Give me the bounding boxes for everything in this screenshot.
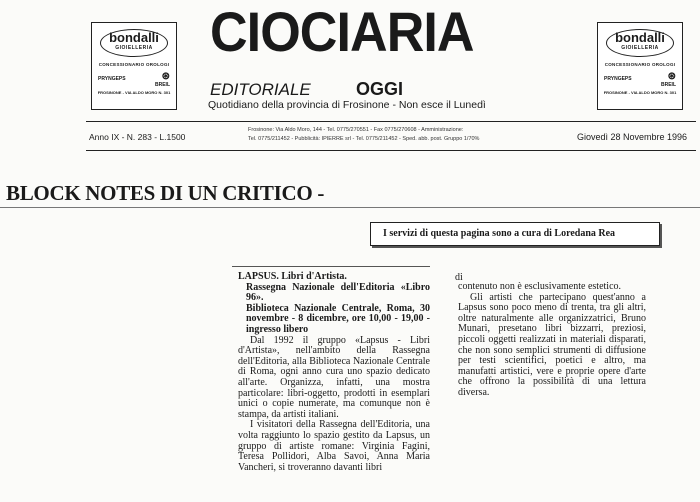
article-paragraph: Gli artisti che partecipano quest'anno a Lapsus sono poco meno di trenta, tra gli altri, oltre naturalmente alle organizzatrici, Bruno Munari, presetano libri bizzarri, preziosi, piccoli oggetti realizzati in materiali disparati, che non sono semplici strumenti di diffusione per testi scientifici, poetici e altro, ma manufatti artistici, vere e proprie opere d'arte che offrono la possibilità di una lettura diversa.	[458, 291, 646, 398]
article-top-rule	[232, 266, 430, 267]
issue-date: Giovedì 28 Novembre 1996	[577, 132, 688, 142]
article-paragraph: I visitatori della Rassegna dell'Editoria, una volta raggiunto lo spazio gestito da Lapsus, un gruppo di artiste romane: Virginia Fagini, Teresa Pollidori, Alba Savoi, Anna Maria Vancheri, si troveranno davanti libri	[238, 419, 430, 473]
article-column-right	[458, 282, 646, 399]
credit-box: I servizi di questa pagina sono a cura di Loredana Rea	[370, 222, 660, 246]
ad-box-right	[597, 22, 683, 110]
ad-tagline: CONCESSIONARIO OROLOGI	[604, 62, 676, 67]
article-heading-1: LAPSUS. Libri d'Artista.	[238, 271, 347, 282]
ad-brand: bondalli	[109, 30, 159, 45]
section-rule	[0, 207, 700, 208]
ad-address: FROSINONE - VIA ALDO MORO N. 301	[97, 90, 171, 95]
newspaper-subtitle: Quotidiano della provincia di Frosinone - Non esce il Lunedì	[208, 99, 486, 111]
editoriale-label: EDITORIALE	[210, 80, 311, 99]
ad-logo	[606, 29, 674, 57]
ad-brand-left: PRYNGEPS	[98, 76, 126, 82]
contact-info	[248, 126, 566, 144]
ad-brand-sub: GIOIELLERIA	[115, 45, 153, 51]
contact-line-2: Tel. 0775/211452 - Pubblicità: IPIERRE srl - Tel. 0775/211452 - Sped. abb. post. Gruppo 1/70%	[248, 136, 480, 142]
ad-address: FROSINONE - VIA ALDO MORO N. 301	[603, 90, 677, 95]
issue-info: Anno IX - N. 283 - L.1500	[89, 132, 186, 142]
ad-logo	[100, 29, 168, 57]
ad-brand-sub: GIOIELLERIA	[621, 45, 659, 51]
breil-logo-icon: ⊛	[667, 71, 676, 82]
ad-tagline: CONCESSIONARIO OROLOGI	[98, 62, 170, 67]
breil-logo-icon: ⊛	[161, 71, 170, 82]
newspaper-title: CIOCIARIA	[210, 0, 474, 63]
ad-brand-left: PRYNGEPS	[604, 76, 632, 82]
masthead-rule	[86, 121, 696, 122]
ad-brand-right: BREIL	[661, 82, 676, 88]
oggi-label: OGGI	[356, 79, 404, 99]
article-fragment: di	[455, 272, 463, 283]
article-column-left	[238, 272, 430, 473]
contact-line-1: Frosinone: Via Aldo Moro, 144 - Tel. 0775/270551 - Fax 0775/270608 - Amministrazione:	[248, 127, 464, 133]
ad-brands-row-2	[601, 82, 679, 88]
article-paragraph: Dal 1992 il gruppo «Lapsus - Libri d'Artista», nell'ambito della Rassegna dell'Editoria, alla Biblioteca Nazionale Centrale di Roma, ogni anno cura uno spazio dedicato all'arte. Organizza, infatti, una mostra particolare: libri-oggetto, prodotti in esemplari unici o copie numerate, ma comunque non è stampa, da artisti italiani.	[238, 334, 430, 420]
ad-brands-row	[95, 72, 173, 82]
issue-rule	[86, 150, 696, 151]
ad-brand-right: BREIL	[155, 82, 170, 88]
ad-box-left	[91, 22, 177, 110]
section-title: BLOCK NOTES DI UN CRITICO -	[6, 181, 325, 205]
ad-brands-row	[601, 72, 679, 82]
article-heading-2: Rassegna Nazionale dell'Editoria «Libro 96».	[246, 281, 430, 304]
ad-brands-row-2	[95, 82, 173, 88]
ad-brand: bondalli	[615, 30, 665, 45]
article-heading-3: Biblioteca Nazionale Centrale, Roma, 30 novembre - 8 dicembre, ore 10,00 - 19,00 - ingresso libero	[246, 302, 430, 335]
article-paragraph: contenuto non è esclusivamente estetico.	[458, 281, 622, 292]
